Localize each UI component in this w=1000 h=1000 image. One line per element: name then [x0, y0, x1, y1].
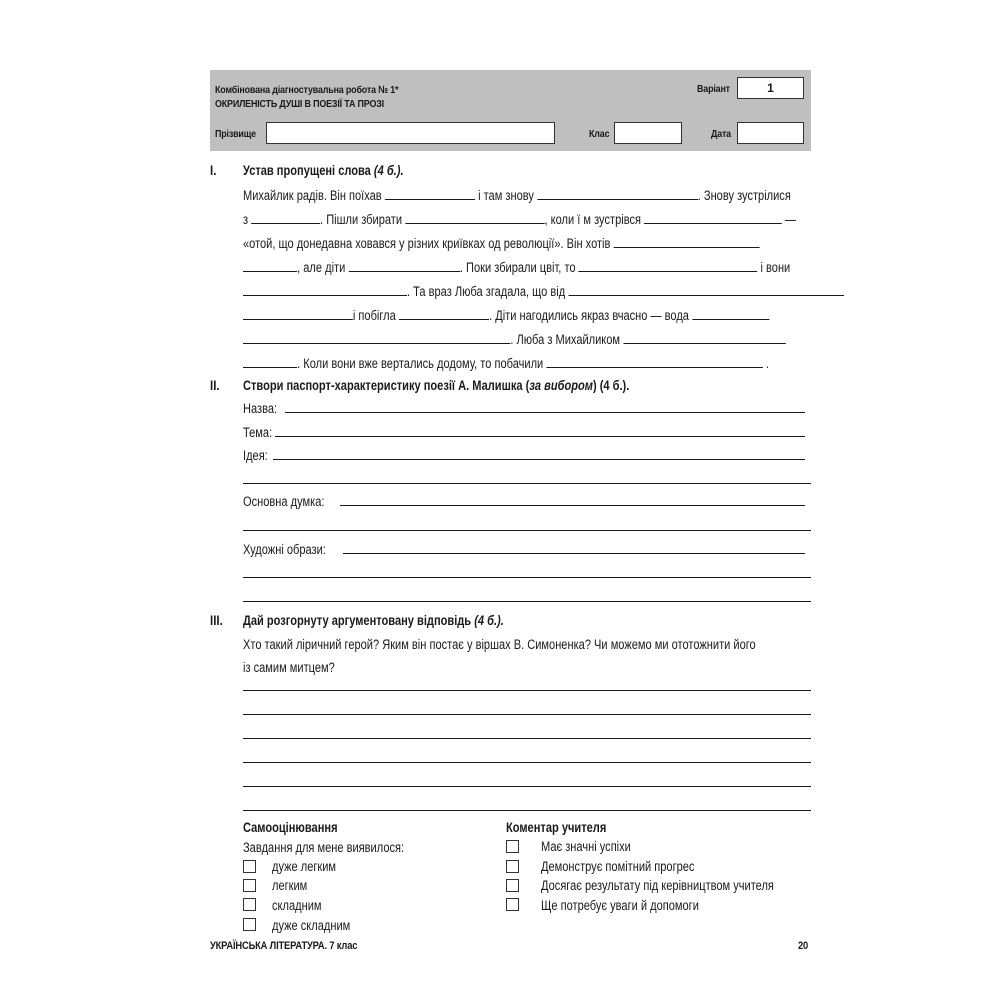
date-label: Дата — [711, 128, 731, 140]
blank[interactable] — [537, 187, 698, 200]
blank[interactable] — [399, 307, 489, 320]
class-field[interactable] — [614, 122, 682, 144]
blank[interactable] — [243, 331, 510, 344]
blank[interactable] — [546, 355, 762, 368]
task1-line-4: , але діти . Поки збирали цвіт, то і вони — [243, 259, 790, 276]
blank[interactable] — [568, 283, 844, 296]
answer-line[interactable] — [243, 762, 811, 763]
task3-numeral: III. — [210, 613, 223, 628]
blank[interactable] — [348, 259, 460, 272]
blank[interactable] — [405, 211, 544, 224]
blank[interactable] — [579, 259, 758, 272]
blank[interactable] — [243, 307, 353, 320]
self-assessment-subtitle: Завдання для мене виявилося: — [243, 840, 405, 855]
self-assessment-title: Самооцінювання — [243, 820, 338, 835]
answer-line[interactable] — [243, 690, 811, 691]
answer-line[interactable] — [243, 738, 811, 739]
comment-needs-attention: Ще потребує уваги й допомоги — [541, 898, 699, 913]
theme-label: Тема: — [243, 425, 273, 440]
checkbox-very-easy[interactable] — [243, 860, 256, 873]
checkbox-guided-result[interactable] — [506, 879, 519, 892]
name-line[interactable] — [285, 412, 805, 413]
task1-line-8: . Коли вони вже вертались додому, то побачили . — [243, 355, 769, 372]
task1-points: (4 б.). — [373, 163, 404, 178]
answer-line[interactable] — [243, 810, 811, 811]
idea-line-2[interactable] — [243, 483, 811, 484]
comment-noticeable-progress: Демонструє помітний прогрес — [541, 859, 695, 874]
images-label: Художні образи: — [243, 542, 326, 557]
blank[interactable] — [243, 259, 297, 272]
checkbox-very-hard[interactable] — [243, 918, 256, 931]
main-thought-line[interactable] — [340, 505, 805, 506]
blank[interactable] — [623, 331, 785, 344]
class-label: Клас — [589, 128, 610, 140]
teacher-comment-title: Коментар учителя — [506, 820, 607, 835]
task1-title: Устав пропущені слова (4 б.). — [243, 163, 404, 178]
images-line-3[interactable] — [243, 601, 811, 602]
blank[interactable] — [251, 211, 320, 224]
comment-guided-result: Досягає результату під керівництвом учителя — [541, 878, 774, 893]
blank[interactable] — [613, 235, 759, 248]
theme-line[interactable] — [275, 436, 805, 437]
blank[interactable] — [243, 283, 407, 296]
checkbox-easy[interactable] — [243, 879, 256, 892]
name-label: Назва: — [243, 401, 278, 416]
comment-significant-success: Має значні успіхи — [541, 839, 631, 854]
page-number: 20 — [798, 940, 809, 952]
task1-line-1: Михайлик радів. Він поїхав і там знову . Знову зустрілися — [243, 188, 791, 203]
checkbox-noticeable-progress[interactable] — [506, 860, 519, 873]
blank[interactable] — [243, 355, 297, 368]
checkbox-hard[interactable] — [243, 898, 256, 911]
task3-question-line-1: Хто такий ліричний герой? Яким він постає у віршах В. Симоненка? Чи можемо ми ототожнити його — [243, 637, 756, 652]
task2-numeral: II. — [210, 378, 220, 393]
task1-numeral: I. — [210, 163, 217, 178]
topic-title: ОКРИЛЕНІСТЬ ДУШІ В ПОЕЗІЇ ТА ПРОЗІ — [215, 98, 384, 110]
task3-title: Дай розгорнуту аргументовану відповідь (4 б.). — [243, 613, 504, 628]
blank[interactable] — [644, 211, 782, 224]
task1-line-6: і побігла . Діти нагодились якраз вчасно — вода — [243, 307, 769, 324]
option-very-hard: дуже складним — [272, 918, 351, 933]
idea-line[interactable] — [273, 459, 805, 460]
checkbox-significant-success[interactable] — [506, 840, 519, 853]
blank[interactable] — [385, 187, 475, 200]
variant-value: 1 — [737, 77, 804, 99]
option-easy: легким — [272, 878, 308, 893]
main-thought-line-2[interactable] — [243, 530, 811, 531]
task2-title: Створи паспорт-характеристику поезії А. Малишка (за вибором) (4 б.). — [243, 378, 630, 393]
date-field[interactable] — [737, 122, 804, 144]
task1-line-2: з . Пішли збирати , коли ї м зустрівся — — [243, 212, 796, 227]
task1-line-5: . Та враз Люба згадала, що від — [243, 283, 844, 300]
answer-line[interactable] — [243, 714, 811, 715]
idea-label: Ідея: — [243, 448, 268, 463]
images-line-2[interactable] — [243, 577, 811, 578]
work-title: Комбінована діагностувальна робота № 1* — [215, 84, 399, 96]
task1-line-3: «отой, що донедавна ховався у різних криївках од революції». Він хотів — [243, 235, 759, 252]
task3-question-line-2: із самим митцем? — [243, 660, 335, 675]
variant-label: Варіант — [697, 83, 730, 95]
option-very-easy: дуже легким — [272, 859, 337, 874]
main-thought-label: Основна думка: — [243, 494, 325, 509]
option-hard: складним — [272, 898, 322, 913]
answer-line[interactable] — [243, 786, 811, 787]
blank[interactable] — [692, 307, 769, 320]
checkbox-needs-attention[interactable] — [506, 898, 519, 911]
images-line[interactable] — [343, 553, 805, 554]
footer-book-title: УКРАЇНСЬКА ЛІТЕРАТУРА. 7 клас — [210, 940, 358, 952]
surname-label: Прізвище — [215, 128, 256, 140]
surname-field[interactable] — [266, 122, 555, 144]
task1-line-7: . Люба з Михайликом — [243, 331, 785, 348]
